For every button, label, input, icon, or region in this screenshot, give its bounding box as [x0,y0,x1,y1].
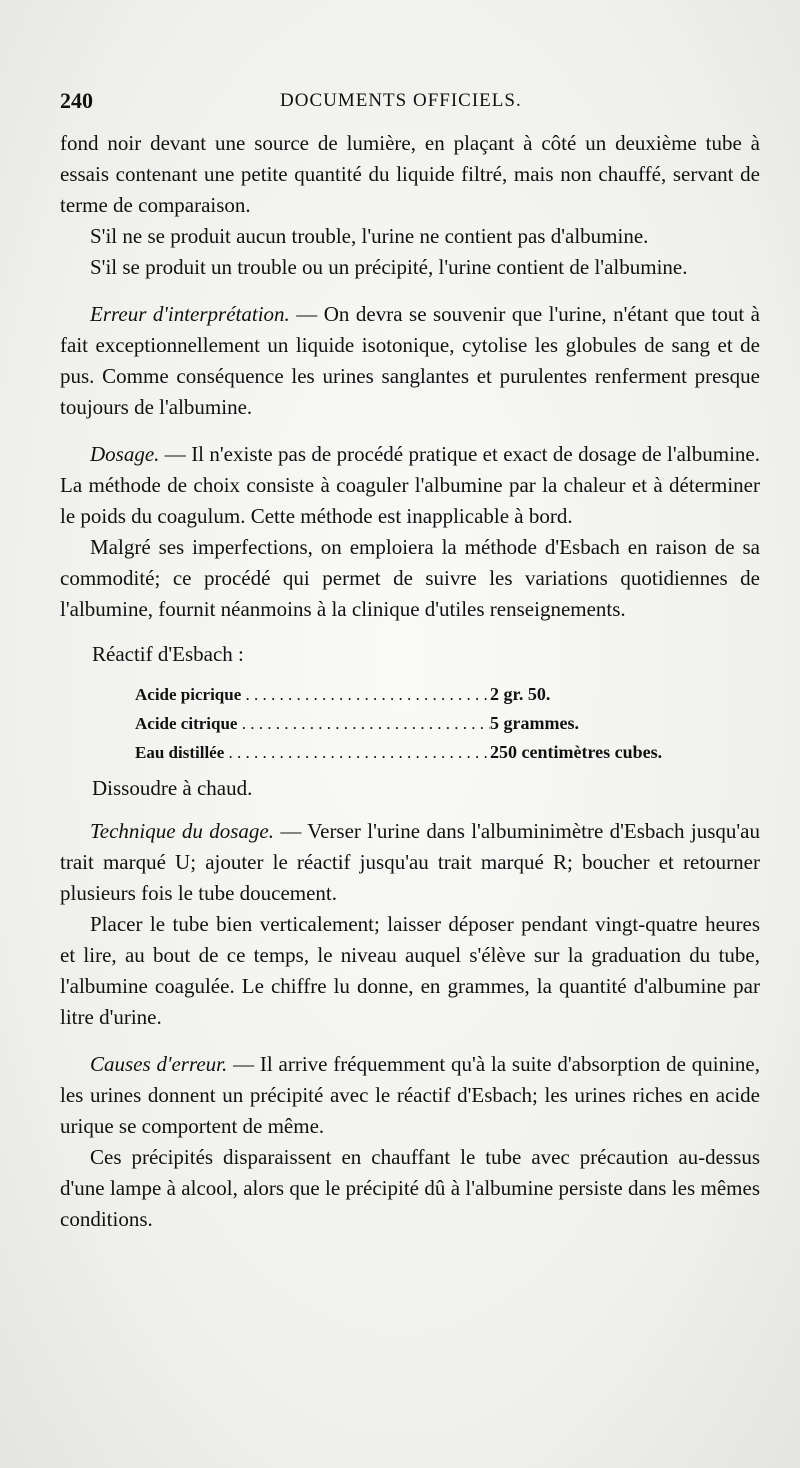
page-body [60,128,760,1235]
ingredient: Acide citrique . . . [135,709,490,738]
section-label: Technique du dosage. [90,819,274,843]
quantity: 2 gr. 50. [490,684,551,704]
section-label: Dosage. [90,442,160,466]
paragraph: Ces précipités disparaissent en chauffant le tube avec précaution au-dessus d'une lampe à alcool, alors que le précipité dû à l'albumine persiste dans les mêmes conditions. [60,1145,760,1231]
running-title: DOCUMENTS OFFICIELS. [280,90,522,111]
paragraph-dosage: Dosage. — Il n'existe pas de procédé pratique et exact de dosage de l'albumine. La méthode de choix consiste à coaguler l'albumine par la chaleur et à déterminer le poids du coagulum. Cette méthode est inapplicable à bord. [60,442,760,528]
paragraph-causes: Causes d'erreur. — Il arrive fréquemment qu'à la suite d'absorption de quinine, les urines donnent un précipité avec le réactif d'Esbach; les urines riches en acide urique se comportent de même. [60,1052,760,1138]
page-header [60,88,760,118]
recipe-row [135,680,715,709]
paragraph: fond noir devant une source de lumière, en plaçant à côté un deuxième tube à essais contenant une petite quantité du liquide filtré, mais non chauffé, servant de terme de comparaison. [60,131,760,217]
paragraph: S'il ne se produit aucun trouble, l'urine ne contient pas d'albumine. [90,224,649,248]
ingredient: Acide picrique . . . [135,680,490,709]
paragraph: Malgré ses imperfections, on emploiera la méthode d'Esbach en raison de sa commodité; ce procédé qui permet de suivre les variations quotidiennes de l'albumine, fournit néanmoins à la clinique d'utiles renseignements. [60,535,760,621]
section-label: Erreur d'interprétation. [90,302,290,326]
recipe-list [135,680,715,767]
ingredient: Eau distillée . . . [135,738,490,767]
section-label: Causes d'erreur. [90,1052,228,1076]
recipe-row [135,738,715,767]
paragraph: Placer le tube bien verticalement; laisser déposer pendant vingt-quatre heures et lire, au bout de ce temps, le niveau auquel s'élève sur la graduation du tube, l'albumine coagulée. Le chiffre lu donne, en grammes, la quantité d'albumine par litre d'urine. [60,912,760,1029]
paragraph: S'il se produit un trouble ou un précipité, l'urine contient de l'albumine. [90,255,688,279]
paragraph-technique: Technique du dosage. — Verser l'urine dans l'albuminimètre d'Esbach jusqu'au trait marqué U; ajouter le réactif jusqu'au trait marqué R; boucher et retourner plusieurs fois le tube doucement. [60,819,761,905]
reagent-title: Réactif d'Esbach : [92,642,244,666]
instruction-text: Dissoudre à chaud. [92,776,253,800]
paragraph-interpretation: Erreur d'interprétation. — On devra se souvenir que l'urine, n'étant que tout à fait exceptionnellement un liquide isotonique, cytolise les globules de sang et de pus. Comme conséquence les urines sanglantes et purulentes renferment presque toujours de l'albumine. [60,302,760,419]
page-number: 240 [60,88,93,113]
quantity: 250 centimètres cubes. [490,742,663,762]
recipe-row [135,709,715,738]
quantity: 5 grammes. [490,713,579,733]
